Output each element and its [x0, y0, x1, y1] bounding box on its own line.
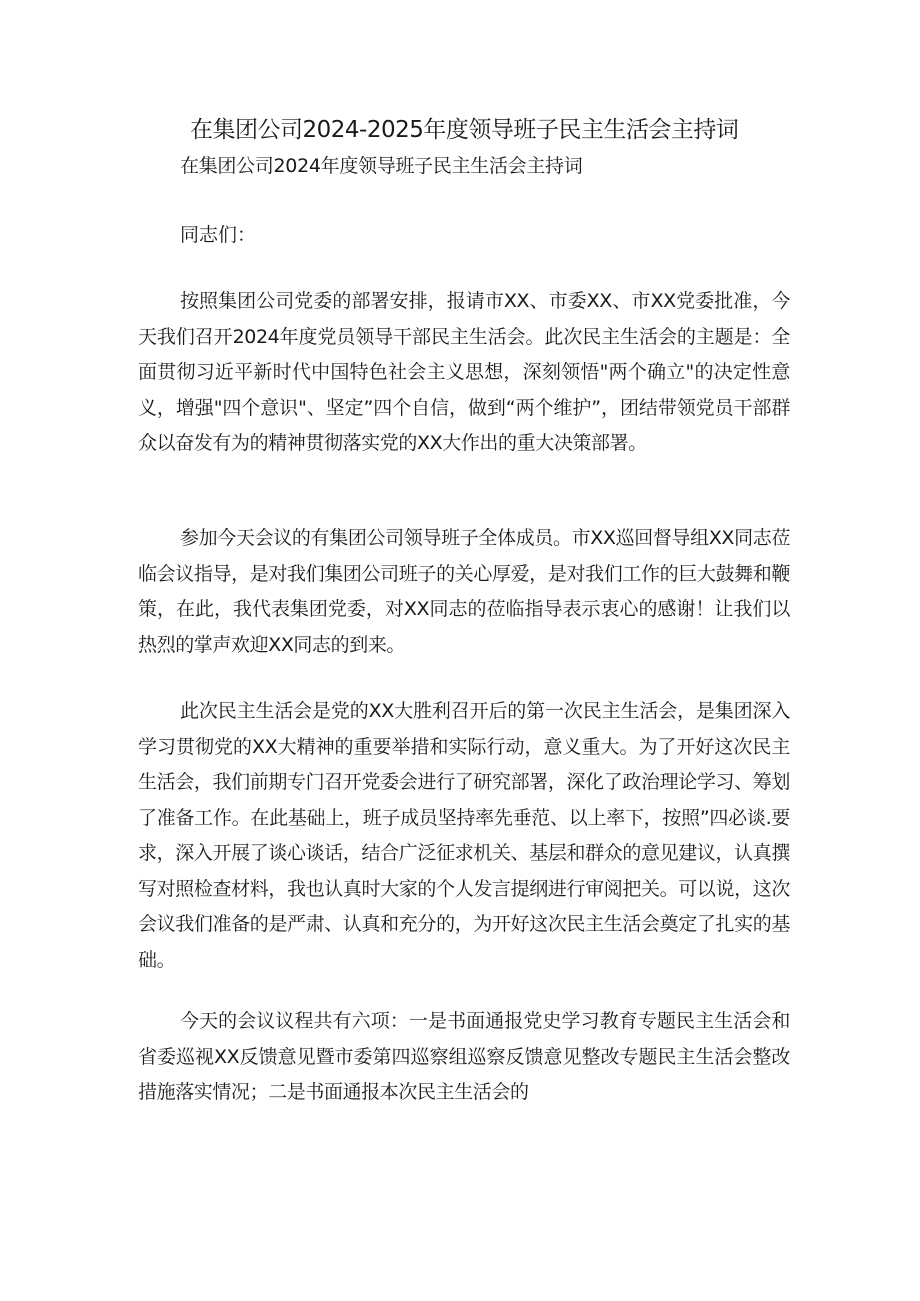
document-title: 在集团公司2024-2025年度领导班子民主生活会主持词 — [190, 117, 739, 143]
greeting: 同志们： — [180, 224, 257, 246]
paragraph-attendees: 参加今天会议的有集团公司领导班子全体成员。市XX巡回督导组XX同志莅临会议指导，是对我们集团公司班子的关心厚爱，是对我们工作的巨大鼓舞和鞭策，在此，我代表集团党委，对XX同志的莅临指导表示衷心的感谢！让我们以热烈的掌声欢迎XX同志的到来。 — [138, 527, 790, 656]
paragraph-agenda: 今天的会议议程共有六项：一是书面通报党史学习教育专题民主生活会和省委巡视XX反馈意见暨市委第四巡察组巡察反馈意见整改专题民主生活会整改措施落实情况；二是书面通报本次民主生活会的 — [138, 1010, 790, 1103]
paragraph-preparation: 此次民主生活会是党的XX大胜利召开后的第一次民主生活会，是集团深入学习贯彻党的XX大精神的重要举措和实际行动，意义重大。为了开好这次民主生活会，我们前期专门召开党委会进行了研究部署，深化了政治理论学习、筹划了准备工作。在此基础上，班子成员坚持率先垂范、以上率下，按照”四必谈.要求，深入开展了谈心谈话，结合广泛征求机关、基层和群众的意见建议，认真撰写对照检查材料，我也认真时大家的个人发言提纲进行审阅把关。可以说，这次会议我们准备的是严肃、认真和充分的，为开好这次民主生活会奠定了扎实的基础。 — [138, 700, 790, 971]
paragraph-meeting-theme: 按照集团公司党委的部署安排，报请市XX、市委XX、市XX党委批准，今天我们召开2024年度党员领导干部民主生活会。此次民主生活会的主题是：全面贯彻习近平新时代中国特色社会主义思想，深刻领悟"两个确立"的决定性意义，增强"四个意识"、坚定”四个自信，做到“两个维护”，团结带领党员干部群众以奋发有为的精神贯彻落实党的XX大作出的重大决策部署。 — [138, 290, 790, 454]
document-subtitle: 在集团公司2024年度领导班子民主生活会主持词 — [180, 155, 583, 177]
